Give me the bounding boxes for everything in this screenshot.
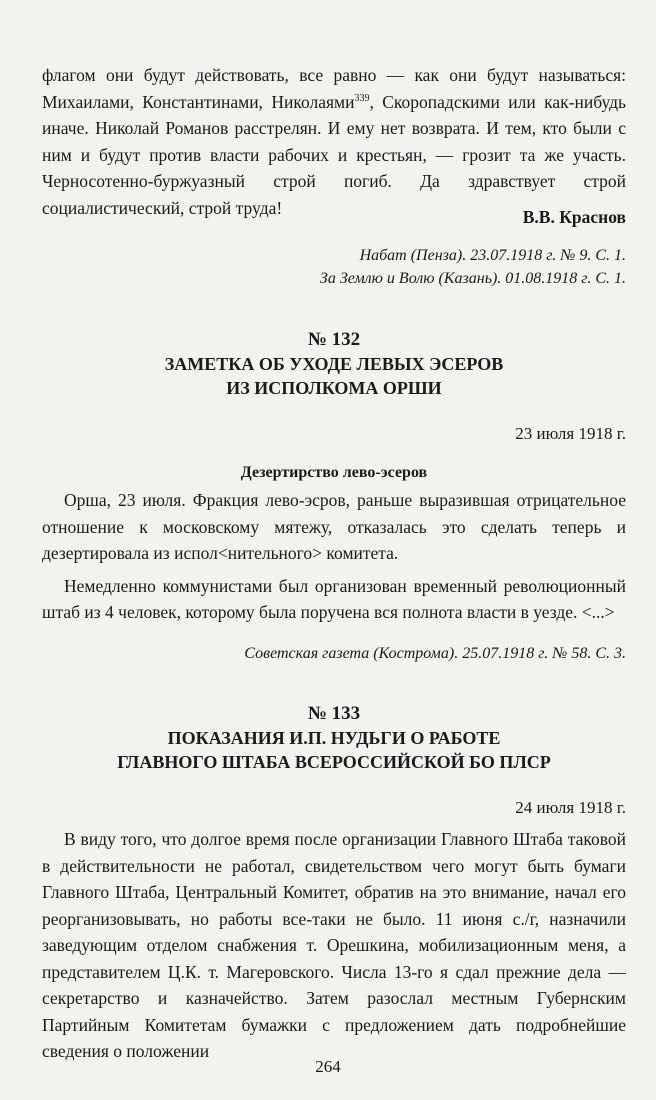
source-citation: За Землю и Волю (Казань). 01.08.1918 г. С. 1.	[319, 270, 626, 287]
author-signature: В.В. Краснов	[522, 207, 626, 227]
source-citation: Советская газета (Кострома). 25.07.1918 г. № 58. С. 3.	[244, 645, 626, 662]
body-paragraph: Немедленно коммунистами был организован временный революционный штаб из 4 человек, которому была поручена вся полнота власти в уезде. <...>	[42, 575, 626, 622]
doc-title: ИЗ ИСПОЛКОМА ОРШИ	[226, 378, 442, 398]
doc-132-source	[42, 642, 626, 665]
doc-133-header	[42, 702, 626, 774]
doc-132-body	[42, 462, 626, 626]
doc-title: ЗАМЕТКА ОБ УХОДЕ ЛЕВЫХ ЭСЕРОВ	[164, 354, 504, 374]
doc-date: 24 июля 1918 г.	[515, 798, 626, 817]
doc-133-body	[42, 826, 626, 1065]
doc-133-date	[42, 796, 626, 820]
sources-block	[42, 244, 626, 290]
source-citation: Набат (Пенза). 23.07.1918 г. № 9. С. 1.	[359, 247, 626, 264]
article-heading: Дезертирство лево-эсеров	[240, 464, 428, 481]
continuation-block	[42, 62, 626, 221]
doc-132-header	[42, 328, 626, 400]
doc-date: 23 июля 1918 г.	[515, 424, 626, 443]
page-number: 264	[315, 1057, 341, 1076]
signature-block	[42, 204, 626, 231]
continuation-paragraph: флагом они будут действовать, все равно — как они будут называться: Михаилами, Константинами, Николаями$^{339}$, Скоропадскими или как-нибудь иначе. Николай Романов расстрелян. И ему нет возврата. И тем, кто были с ним и будут против власти рабочих и крестьян, — грозит та же участь. Черносотенно-буржуазный строй погиб. Да здравствует строй социалистический, строй труда!	[42, 65, 626, 218]
doc-title: ГЛАВНОГО ШТАБА ВСЕРОССИЙСКОЙ БО ПЛСР	[117, 752, 551, 772]
doc-title: ПОКАЗАНИЯ И.П. НУДЬГИ О РАБОТЕ	[167, 728, 501, 748]
doc-number: № 133	[307, 703, 361, 724]
doc-132-date	[42, 422, 626, 446]
body-paragraph: Орша, 23 июля. Фракция лево-эсров, раньше выразившая отрицательное отношение к московскому мятежу, отказалась это сделать теперь и дезертировала из испол<нительного> комитета.	[42, 490, 626, 563]
footnote-ref: 339	[354, 92, 370, 104]
body-paragraph: В виду того, что долгое время после организации Главного Штаба таковой в действительности не работал, свидетельством чего могут быть бумаги Главного Штаба, Центральный Комитет, обратив на это внимание, начал его реорганизовывать, но работы все-таки не было. 11 июня с./г, назначили заведующим отделом снабжения т. Орешкина, мобилизационным меня, а представителем Ц.К. т. Магеровского. Числа 13-го я сдал прежние дела — секретарство и казначейство. Затем разослал местным Губернским Партийным Комитетам бумажки с предложением дать подробнейшие сведения о положении	[42, 829, 626, 1061]
doc-number: № 132	[307, 329, 361, 350]
